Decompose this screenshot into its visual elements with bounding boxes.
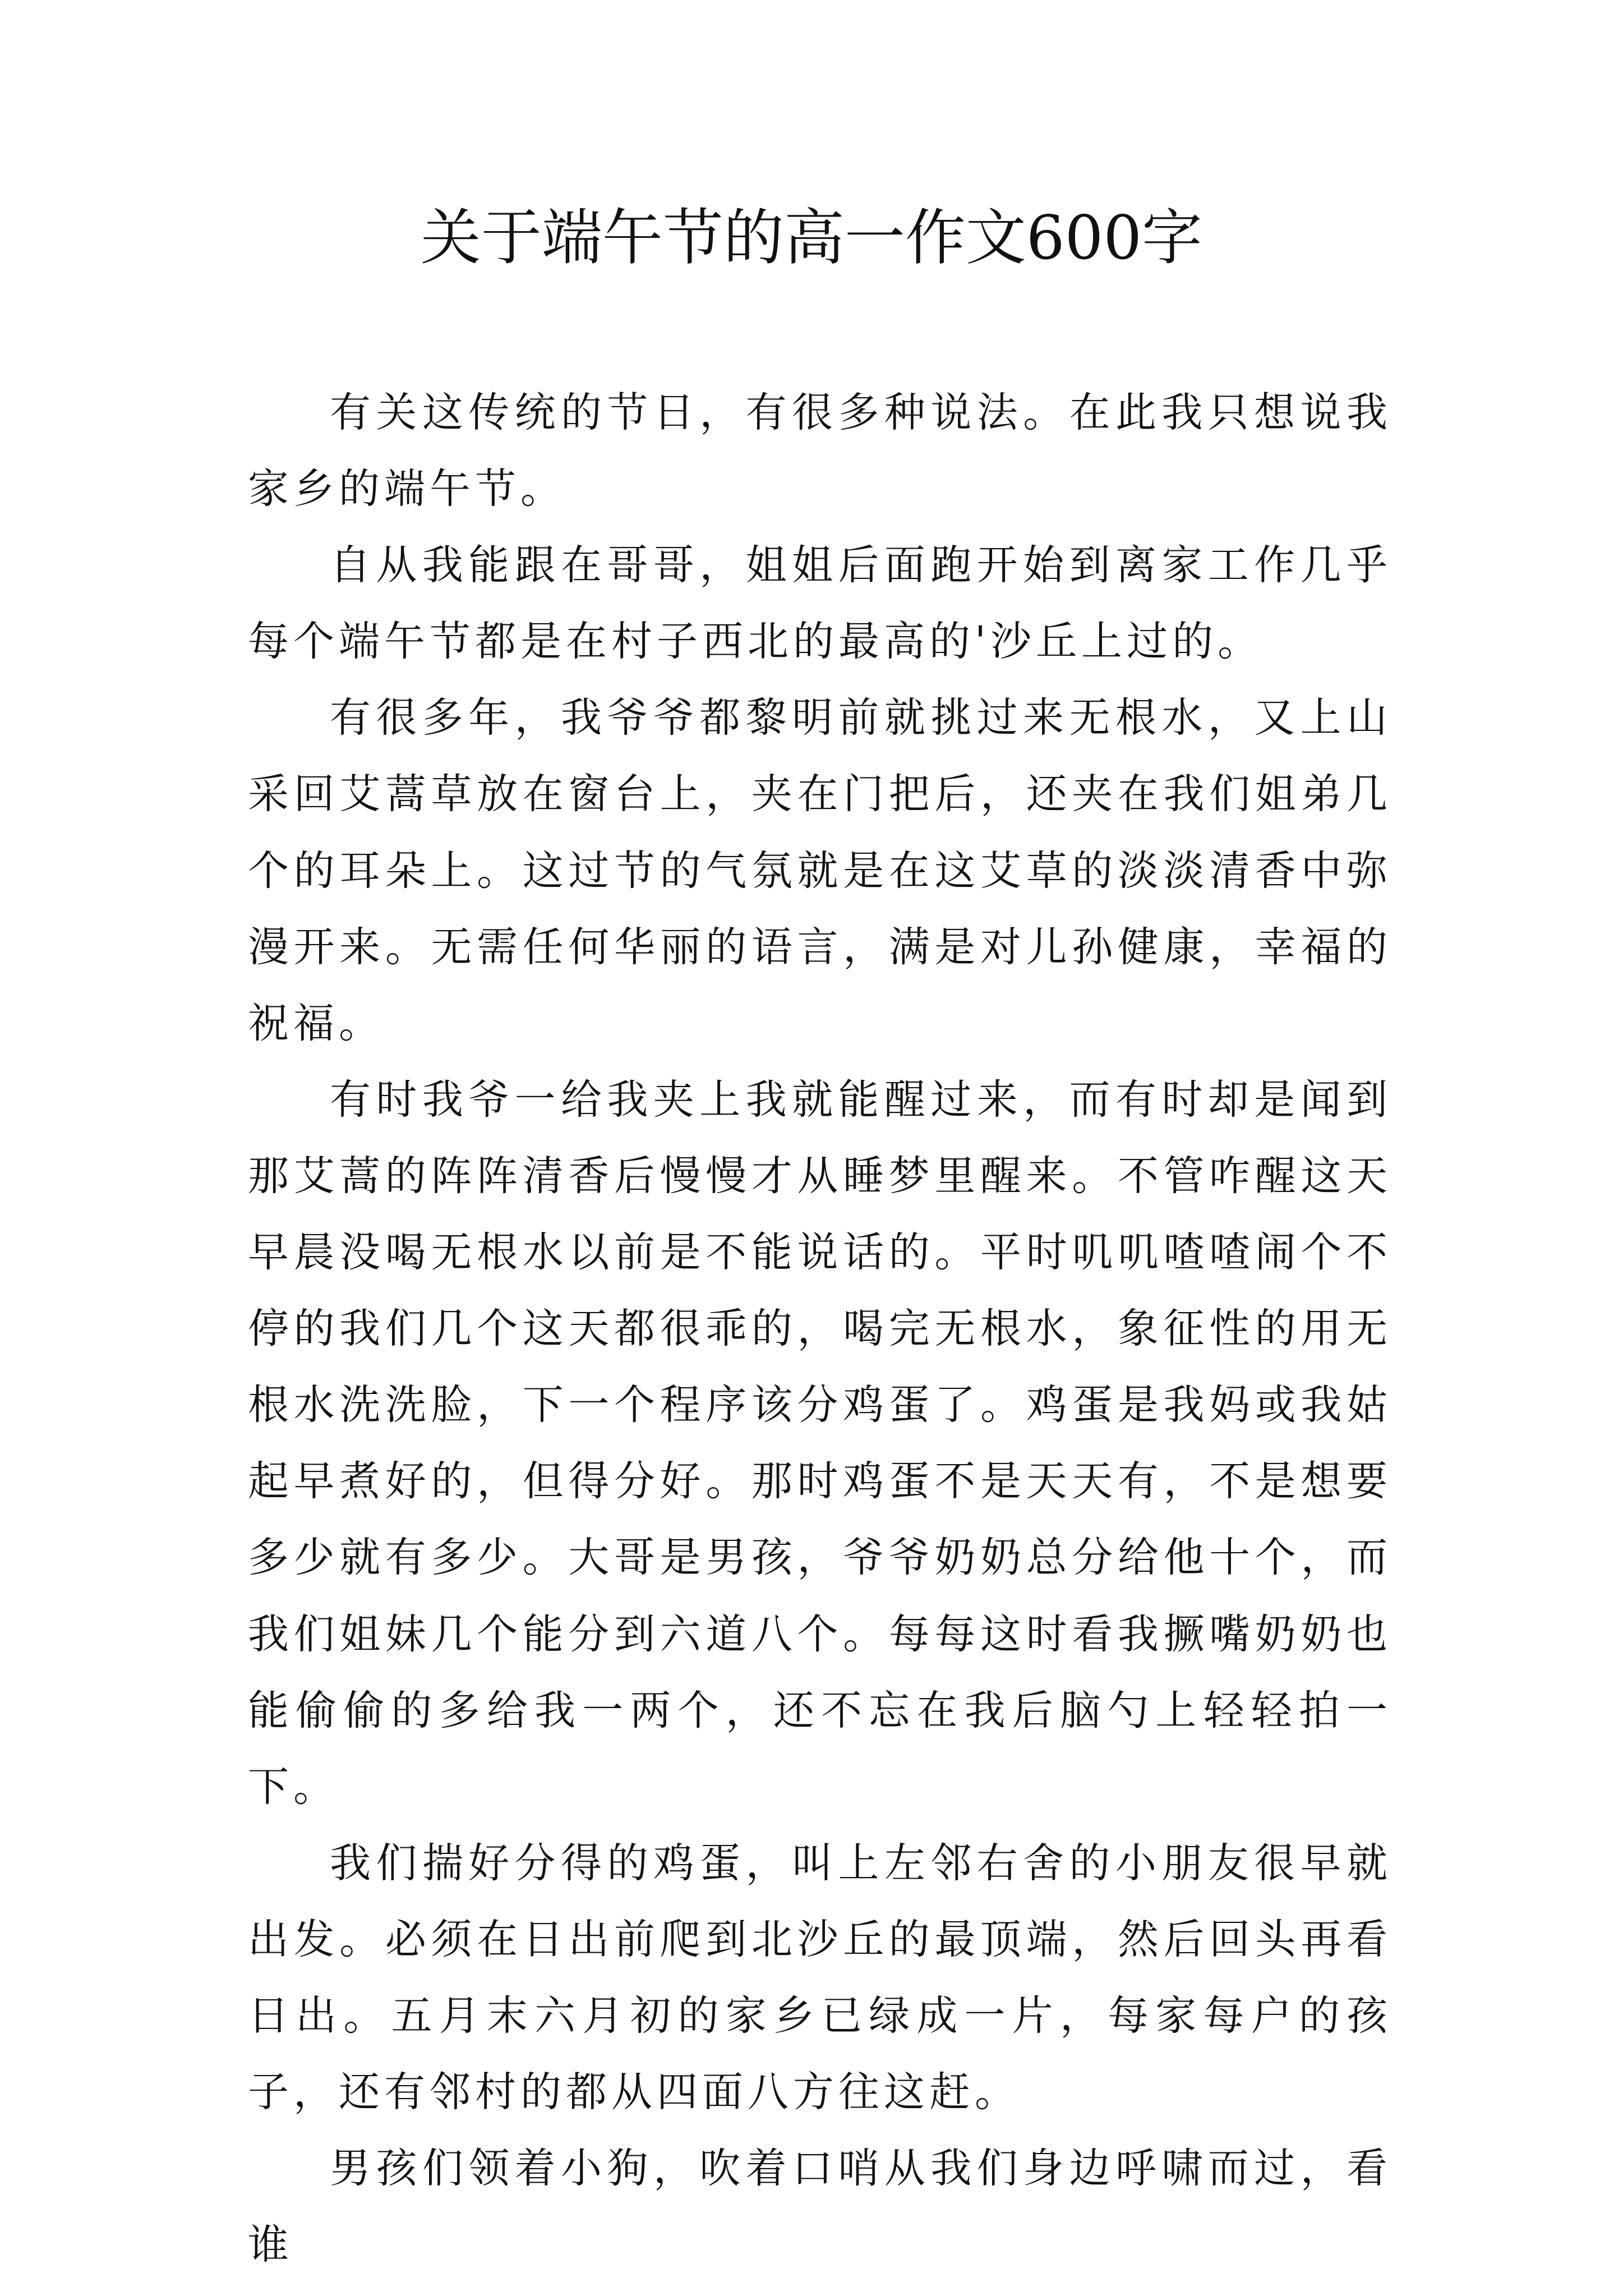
paragraph-6: 男孩们领着小狗，吹着口哨从我们身边呼啸而过，看谁	[248, 2145, 1392, 2269]
paragraph-5: 我们揣好分得的鸡蛋，叫上左邻右舍的小朋友很早就出发。必须在日出前爬到北沙丘的最顶端，然后回头再看日出。五月末六月初的家乡已绿成一片，每家每户的孩子，还有邻村的都从四面八方往这赶。	[248, 1839, 1392, 2116]
paragraph-3: 有很多年，我爷爷都黎明前就挑过来无根水，又上山采回艾蒿草放在窗台上，夹在门把后，还夹在我们姐弟几个的耳朵上。这过节的气氛就是在这艾草的淡淡清香中弥漫开来。无需任何华丽的语言，满是对儿孙健康，幸福的祝福。	[248, 694, 1392, 1047]
paragraph-2: 自从我能跟在哥哥，姐姐后面跑开始到离家工作几乎每个端午节都是在村子西北的最高的'沙丘上过的。	[248, 541, 1392, 666]
document-body	[248, 375, 1392, 2283]
paragraph-1: 有关这传统的节日，有很多种说法。在此我只想说我家乡的端午节。	[248, 389, 1392, 513]
paragraph-4: 有时我爷一给我夹上我就能醒过来，而有时却是闻到那艾蒿的阵阵清香后慢慢才从睡梦里醒来。不管咋醒这天早晨没喝无根水以前是不能说话的。平时叽叽喳喳闹个不停的我们几个这天都很乖的，喝完无根水，象征性的用无根水洗洗脸，下一个程序该分鸡蛋了。鸡蛋是我妈或我姑起早煮好的，但得分好。那时鸡蛋不是天天有，不是想要多少就有多少。大哥是男孩，爷爷奶奶总分给他十个，而我们姐妹几个能分到六道八个。每每这时看我撅嘴奶奶也能偷偷的多给我一两个，还不忘在我后脑勺上轻轻拍一下。	[248, 1075, 1392, 1811]
document-title: 关于端午节的高一作文600字	[420, 203, 1203, 273]
